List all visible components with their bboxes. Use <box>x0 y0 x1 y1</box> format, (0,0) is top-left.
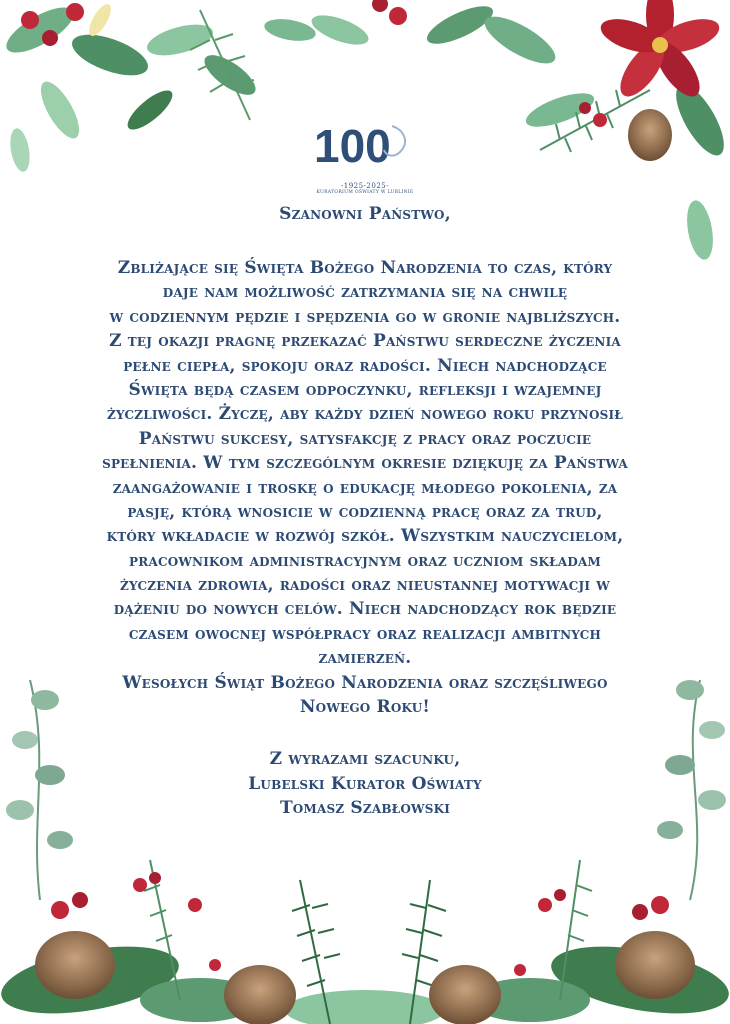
body-line: spełnienia. W tym szczególnym okresie dziękuję za Państwa <box>102 453 628 474</box>
logo-years: -1925-2025- <box>340 182 390 190</box>
body-line: Zbliżające się Święta Bożego Narodzenia to czas, który <box>117 258 613 278</box>
letter-body <box>40 200 690 821</box>
salutation: Szanowni Państwo, <box>279 204 451 224</box>
closing: Z wyrazami szacunku, <box>269 749 461 770</box>
body-line: pasję, którą wnosicie w codzienną pracę oraz za trud, <box>127 501 603 522</box>
body-line: który wkładacie w rozwój szkół. Wszystkim nauczycielom, <box>106 526 624 547</box>
signer-name: Tomasz Szabłowski <box>279 798 451 819</box>
logo-organization: KURATORIUM OŚWIATY W LUBLINIE <box>316 190 414 195</box>
body-line: zamierzeń. <box>318 648 412 669</box>
poinsettia <box>597 0 724 103</box>
paragraph-spacer <box>40 228 690 256</box>
body-line: życzenia zdrowia, radości oraz nieustannej motywacji w <box>120 575 610 596</box>
body-line: Państwu sukcesy, satysfakcję z pracy oraz poczucie <box>138 428 592 449</box>
greeting-line: Wesołych Świąt Bożego Narodzenia oraz szczęśliwego <box>122 672 608 693</box>
signer-title: Lubelski Kurator Oświaty <box>248 773 482 794</box>
body-line: zaangażowanie i troskę o edukację młodego pokolenia, za <box>112 477 618 498</box>
body-line: Święta będą czasem odpoczynku, refleksji i wzajemnej <box>128 379 602 400</box>
signature-spacer <box>40 719 690 747</box>
body-line: życzliwości. Życzę, aby każdy dzień nowego roku przynosił <box>107 404 623 425</box>
body-line: czasem owocnej współpracy oraz realizacji ambitnych <box>128 623 602 644</box>
logo-number: 100 <box>314 120 391 172</box>
logo-100-mark <box>300 108 430 178</box>
greeting-line: Nowego Roku! <box>299 697 431 718</box>
centenary-logo <box>300 108 430 198</box>
body-line: w codziennym pędzie i spędzenia go w gronie najbliższych. <box>109 306 621 327</box>
bottom-foliage <box>0 860 730 1024</box>
body-line: pracownikom administracyjnym oraz uczniom składam <box>129 550 601 571</box>
body-line: daje nam możliwość zatrzymania się na chwilę <box>162 282 568 303</box>
body-line: pełne ciepła, spokoju oraz radości. Niech nadchodzące <box>123 355 607 376</box>
body-line: Z tej okazji pragnę przekazać Państwu serdeczne życzenia <box>109 331 621 352</box>
body-line: dążeniu do nowych celów. Niech nadchodzący rok będzie <box>113 599 617 620</box>
